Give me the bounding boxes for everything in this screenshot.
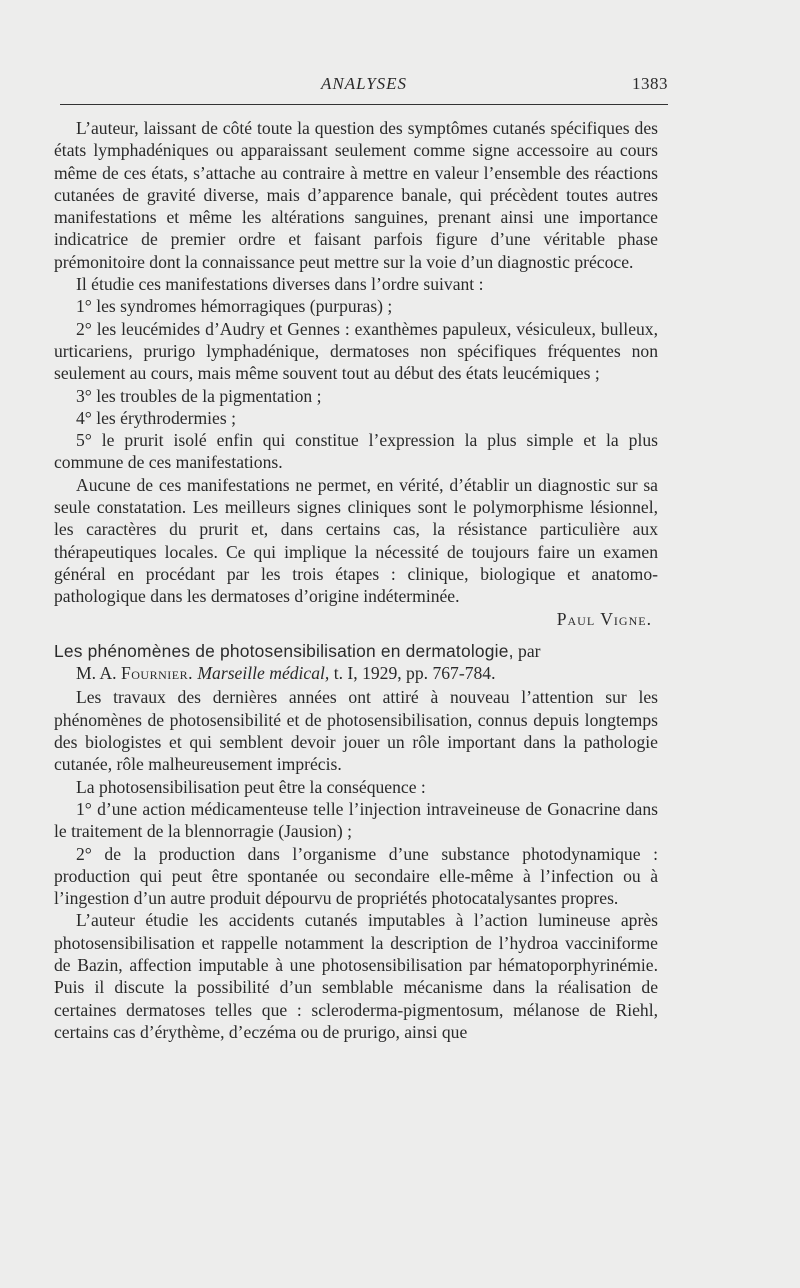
- review2-citation: t. I, 1929, pp. 767-784.: [333, 663, 496, 684]
- review1-list-item: 4° les érythrodermies ;: [76, 407, 236, 428]
- review2-journal: Marseille médical,: [197, 663, 330, 684]
- review2-paragraph: Les travaux des dernières années ont attiré à nouveau l’attention sur les phénomènes de photosensibilité et de photosensibilisation, connus depuis longtemps des biologistes et qui semblent devoir jouer un rôle important dans la pathologie cutanée, rôle malheureusement imprécis.: [54, 687, 658, 775]
- review2-author-prefix: M. A.: [76, 663, 117, 684]
- review2-by: par: [518, 640, 541, 661]
- review2-title-line: [54, 640, 658, 662]
- review1-list-item: 1° les syndromes hémorragiques (purpuras) ;: [76, 296, 393, 317]
- review2-heading: [54, 640, 658, 685]
- review2-author: Fournier.: [120, 663, 193, 684]
- page-header: [60, 74, 668, 98]
- review1-paragraph: Aucune de ces manifestations ne permet, en vérité, d’établir un diagnostic sur sa seule constatation. Les meilleurs signes cliniques sont le polymorphisme lésionnel, les caractères du prurit et, dans certains cas, la résistance particulière aux thérapeutiques locales. Ce qui implique la nécessité de toujours faire un examen général en procédant par les trois étapes : clinique, biologique et anatomo-pathologique dans les dermatoses d’origine indéterminée.: [54, 474, 658, 607]
- review1-list-item: 2° les leucémides d’Audry et Gennes : exanthèmes papuleux, vésiculeux, bulleux, urticariens, prurigo lymphadénique, dermatoses non spécifiques fréquentes non seulement au cours, mais même souvent tout au début des états leucémiques ;: [54, 318, 658, 384]
- running-title: ANALYSES: [320, 74, 408, 93]
- review1-paragraph: Il étudie ces manifestations diverses dans l’ordre suivant :: [76, 274, 484, 295]
- review1-list-item: 3° les troubles de la pigmentation ;: [76, 385, 322, 406]
- review2-title: Les phénomènes de photosensibilisation en dermatologie,: [54, 640, 514, 661]
- review1-signature: Paul Vigne.: [556, 608, 652, 629]
- review2-list-item: 1° d’une action médicamenteuse telle l’injection intraveineuse de Gonacrine dans le traitement de la blennorragie (Jausion) ;: [54, 798, 658, 842]
- page-body: [54, 117, 658, 1043]
- review2-byline: [54, 662, 658, 684]
- review2-paragraph: L’auteur étudie les accidents cutanés imputables à l’action lumineuse après photosensibilisation et rappelle notamment la description de l’hydroa vacciniforme de Bazin, affection imputable à une photosensibilisation par hématoporphyrinémie. Puis il discute la possibilité d’un semblable mécanisme dans la réalisation de certaines dermatoses telles que : scleroderma-pigmentosum, mélanose de Riehl, certains cas d’érythème, d’eczéma ou de prurigo, ainsi que: [54, 910, 658, 1042]
- review1-paragraph: L’auteur, laissant de côté toute la question des symptômes cutanés spécifiques des états lymphadéniques ou apparaissant seulement comme signe accessoire au cours même de ces états, s’attache au contraire à mettre en valeur l’ensemble des réactions cutanées de gravité diverse, mais d’apparence banale, qui précèdent toutes autres manifestations et même les altérations sanguines, prenant ainsi une importance indicatrice de premier ordre et faisant parfois figure d’une véritable phase prémonitoire dont la connaissance peut mettre sur la voie d’un diagnostic précoce.: [54, 118, 658, 272]
- header-rule: [60, 104, 668, 105]
- review1-list-item: 5° le prurit isolé enfin qui constitue l’expression la plus simple et la plus commune de ces manifestations.: [54, 430, 658, 473]
- page-number: 1383: [632, 74, 668, 93]
- review2-list-item: 2° de la production dans l’organisme d’une substance photodynamique : production qui peut être spontanée ou secondaire elle-même à l’infection ou à l’ingestion d’un autre produit dépourvu de propriétés photocatalysantes propres.: [54, 843, 658, 909]
- review2-paragraph: La photosensibilisation peut être la conséquence :: [76, 776, 426, 797]
